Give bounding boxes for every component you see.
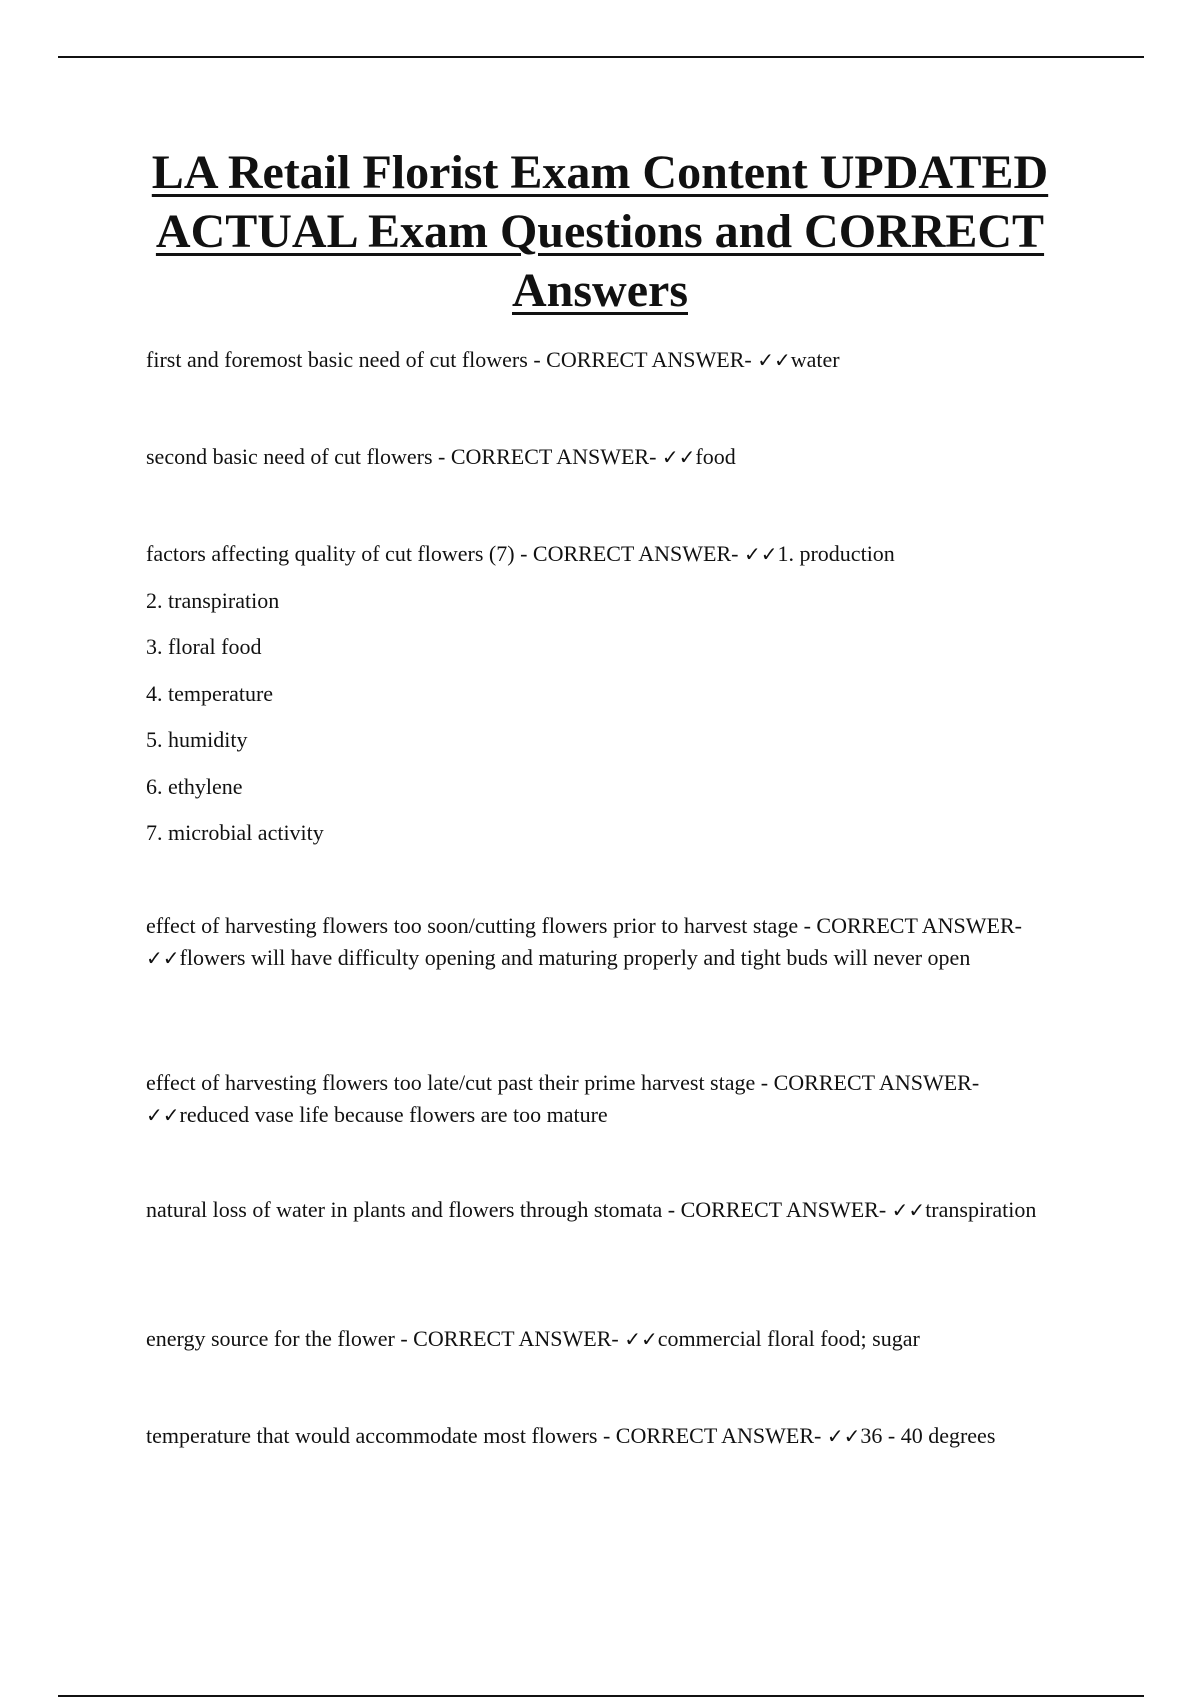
qa-item-1 [146,344,1046,376]
answer-text: commercial floral food; sugar [657,1326,920,1351]
check-icon: ✓✓ [146,1103,180,1127]
qa-item-7 [146,1323,1046,1355]
answer-text: water [790,347,840,372]
answer-prefix: - CORRECT ANSWER- [527,347,758,372]
answer-prefix: - CORRECT ANSWER- [662,1197,892,1222]
list-item: 6. ethylene [146,774,243,799]
qa-item-6 [146,1194,1046,1226]
question-text: effect of harvesting flowers too soon/cutting flowers prior to harvest stage [146,913,799,938]
answer-text: reduced vase life because flowers are too mature [179,1102,608,1127]
document-title: LA Retail Florist Exam Content UPDATED ACTUAL Exam Questions and CORRECT Answers [151,146,1049,317]
check-icon: ✓✓ [891,1198,926,1222]
qa-item-4 [146,910,1046,974]
check-icon: ✓✓ [624,1327,658,1351]
check-icon: ✓✓ [661,445,696,469]
question-text: temperature that would accommodate most flowers [146,1423,598,1448]
list-item: 7. microbial activity [146,820,324,845]
list-item: 4. temperature [146,681,274,706]
qa-item-5 [146,1067,1046,1131]
header-rule [58,56,1144,58]
list-item: 3. floral food [146,634,262,659]
answer-text: food [695,444,736,469]
qa-item-3 [146,538,1046,570]
question-text: effect of harvesting flowers too late/cut past their prime harvest stage [146,1070,756,1095]
answer-prefix: - CORRECT ANSWER- [432,444,662,469]
answer-text: transpiration [925,1197,1037,1222]
answer-prefix: - CORRECT ANSWER- [798,913,1022,938]
check-icon: ✓✓ [826,1424,861,1448]
answer-prefix: - CORRECT ANSWER- [514,541,744,566]
footer-rule [58,1695,1144,1697]
list-item: 5. humidity [146,727,248,752]
check-icon: ✓✓ [146,946,180,970]
answer-prefix: - CORRECT ANSWER- [597,1423,827,1448]
answer-text: flowers will have difficulty opening and maturing properly and tight buds will never open [179,945,971,970]
question-text: energy source for the flower [146,1326,395,1351]
question-text: natural loss of water in plants and flowers through stomata [146,1197,663,1222]
question-text: first and foremost basic need of cut flowers [146,347,528,372]
answer-prefix: - CORRECT ANSWER- [755,1070,980,1095]
answer-prefix: - CORRECT ANSWER- [394,1326,625,1351]
answer-text: 1. production [777,541,895,566]
answer-text: 36 - 40 degrees [860,1423,996,1448]
check-icon: ✓✓ [757,348,791,372]
qa-item-8 [146,1420,1046,1452]
list-item: 2. transpiration [146,588,280,613]
question-text: second basic need of cut flowers [146,444,433,469]
qa-item-2 [146,441,1046,473]
question-text: factors affecting quality of cut flowers (7) [146,541,515,566]
check-icon: ✓✓ [743,542,778,566]
